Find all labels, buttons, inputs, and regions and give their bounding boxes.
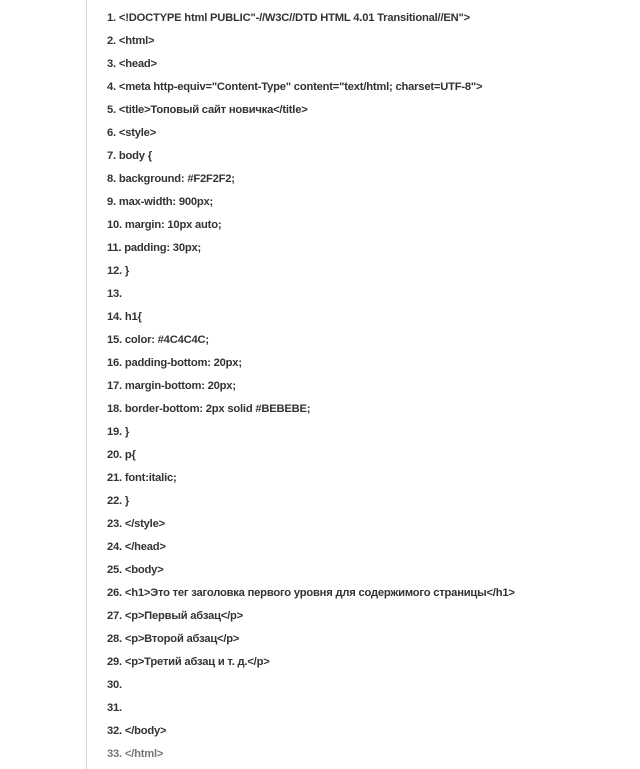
code-line bbox=[107, 699, 515, 722]
code-line bbox=[107, 676, 515, 699]
code-line bbox=[107, 285, 515, 308]
line-text: h1{ bbox=[124, 311, 142, 323]
line-number: 33. bbox=[107, 748, 122, 760]
line-text: margin-bottom: 20px; bbox=[124, 380, 236, 392]
line-number: 30. bbox=[107, 679, 122, 691]
line-text: margin: 10px auto; bbox=[124, 219, 222, 231]
code-line bbox=[107, 653, 515, 676]
line-text: <!DOCTYPE html PUBLIC"-//W3C//DTD HTML 4.01 Transitional//EN"> bbox=[118, 12, 470, 24]
line-text: } bbox=[124, 495, 130, 507]
line-text: body { bbox=[118, 150, 152, 162]
line-number: 23. bbox=[107, 518, 122, 530]
code-line bbox=[107, 354, 515, 377]
line-number: 26. bbox=[107, 587, 122, 599]
code-line bbox=[107, 469, 515, 492]
line-text: </head> bbox=[124, 541, 166, 553]
line-number: 21. bbox=[107, 472, 122, 484]
code-line bbox=[107, 331, 515, 354]
code-line bbox=[107, 32, 515, 55]
line-text: <meta http-equiv="Content-Type" content="text/html; charset=UTF-8"> bbox=[118, 81, 483, 93]
code-line bbox=[107, 308, 515, 331]
code-line bbox=[107, 515, 515, 538]
line-text: <head> bbox=[118, 58, 157, 70]
code-line bbox=[107, 630, 515, 653]
line-text: <p>Второй абзац</p> bbox=[124, 633, 240, 645]
line-number: 28. bbox=[107, 633, 122, 645]
line-text: <html> bbox=[118, 35, 155, 47]
line-number: 12. bbox=[107, 265, 122, 277]
line-text: padding: 30px; bbox=[124, 242, 202, 254]
line-text: <h1>Это тег заголовка первого уровня для содержимого страницы</h1> bbox=[124, 587, 515, 599]
code-line bbox=[107, 147, 515, 170]
line-text: border-bottom: 2px solid #BEBEBE; bbox=[124, 403, 311, 415]
line-number: 2. bbox=[107, 35, 116, 47]
line-number: 31. bbox=[107, 702, 122, 714]
line-text: <title>Топовый сайт новичка</title> bbox=[118, 104, 308, 116]
code-line bbox=[107, 492, 515, 515]
line-text: <style> bbox=[118, 127, 157, 139]
line-number: 14. bbox=[107, 311, 122, 323]
code-line bbox=[107, 722, 515, 745]
line-number: 18. bbox=[107, 403, 122, 415]
line-number: 10. bbox=[107, 219, 122, 231]
line-number: 24. bbox=[107, 541, 122, 553]
code-listing bbox=[107, 9, 515, 768]
code-line bbox=[107, 561, 515, 584]
line-text: </html> bbox=[124, 748, 164, 760]
line-number: 17. bbox=[107, 380, 122, 392]
line-number: 32. bbox=[107, 725, 122, 737]
line-text: p{ bbox=[124, 449, 136, 461]
line-number: 6. bbox=[107, 127, 116, 139]
code-line bbox=[107, 101, 515, 124]
code-line bbox=[107, 584, 515, 607]
left-border-line bbox=[86, 0, 87, 769]
line-text: padding-bottom: 20px; bbox=[124, 357, 242, 369]
line-number: 20. bbox=[107, 449, 122, 461]
code-line bbox=[107, 446, 515, 469]
code-line bbox=[107, 607, 515, 630]
code-line bbox=[107, 262, 515, 285]
line-text: } bbox=[124, 265, 130, 277]
code-line bbox=[107, 216, 515, 239]
line-number: 11. bbox=[107, 242, 122, 254]
line-text: } bbox=[124, 426, 130, 438]
line-number: 9. bbox=[107, 196, 116, 208]
line-number: 3. bbox=[107, 58, 116, 70]
line-number: 8. bbox=[107, 173, 116, 185]
line-number: 13. bbox=[107, 288, 122, 300]
line-number: 4. bbox=[107, 81, 116, 93]
line-text: </style> bbox=[124, 518, 165, 530]
line-number: 25. bbox=[107, 564, 122, 576]
line-text: <p>Третий абзац и т. д.</p> bbox=[124, 656, 270, 668]
code-line bbox=[107, 9, 515, 32]
line-text: <body> bbox=[124, 564, 164, 576]
line-number: 15. bbox=[107, 334, 122, 346]
line-text: font:italic; bbox=[124, 472, 177, 484]
line-number: 5. bbox=[107, 104, 116, 116]
line-text: background: #F2F2F2; bbox=[118, 173, 235, 185]
line-text: <p>Первый абзац</p> bbox=[124, 610, 243, 622]
line-text: color: #4C4C4C; bbox=[124, 334, 209, 346]
code-line bbox=[107, 239, 515, 262]
line-text: </body> bbox=[124, 725, 167, 737]
code-line bbox=[107, 377, 515, 400]
code-line bbox=[107, 423, 515, 446]
code-line bbox=[107, 400, 515, 423]
code-line bbox=[107, 745, 515, 768]
line-number: 16. bbox=[107, 357, 122, 369]
code-line bbox=[107, 170, 515, 193]
code-line bbox=[107, 78, 515, 101]
line-number: 22. bbox=[107, 495, 122, 507]
line-number: 7. bbox=[107, 150, 116, 162]
line-number: 27. bbox=[107, 610, 122, 622]
line-number: 19. bbox=[107, 426, 122, 438]
line-number: 29. bbox=[107, 656, 122, 668]
code-line bbox=[107, 538, 515, 561]
code-line bbox=[107, 124, 515, 147]
line-number: 1. bbox=[107, 12, 116, 24]
code-line bbox=[107, 193, 515, 216]
line-text: max-width: 900px; bbox=[118, 196, 214, 208]
code-line bbox=[107, 55, 515, 78]
